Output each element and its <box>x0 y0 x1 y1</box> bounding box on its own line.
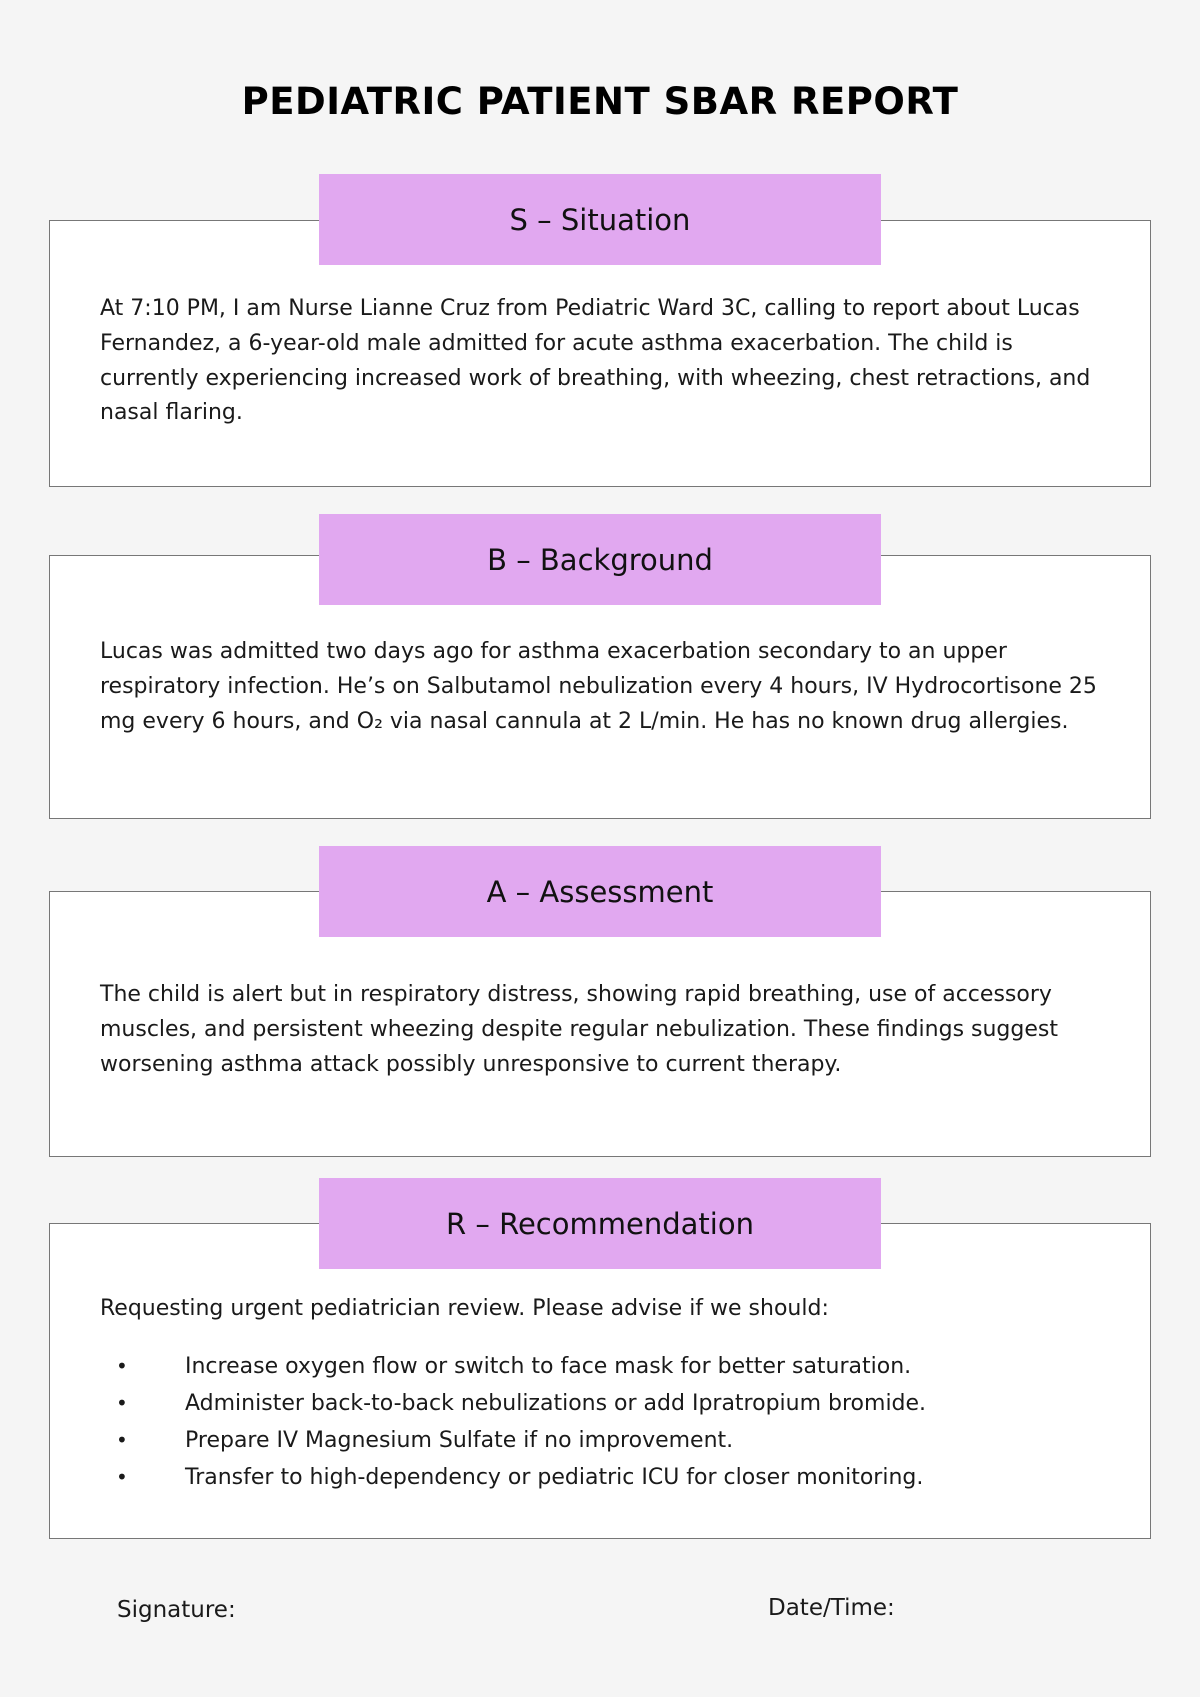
list-item-text: Increase oxygen flow or switch to face mask for better saturation. <box>185 1354 912 1379</box>
list-item-text: Transfer to high-dependency or pediatric ICU for closer monitoring. <box>185 1465 924 1490</box>
bullet-icon: • <box>116 1465 128 1489</box>
list-item <box>100 1422 1100 1459</box>
assessment-text: The child is alert but in respiratory distress, showing rapid breathing, use of accessory muscles, and persistent wheezing despite regular nebulization. These findings suggest worsening asthma attack possibly unresponsive to current therapy. <box>100 982 1058 1077</box>
recommendation-intro: Requesting urgent pediatrician review. Please advise if we should: <box>100 1296 829 1321</box>
page-title: PEDIATRIC PATIENT SBAR REPORT <box>241 80 959 123</box>
list-item <box>100 1348 1100 1385</box>
assessment-heading: A – Assessment <box>319 846 881 937</box>
list-item-text: Prepare IV Magnesium Sulfate if no improvement. <box>185 1428 734 1453</box>
datetime-label: Date/Time: <box>768 1595 895 1621</box>
bullet-icon: • <box>116 1391 128 1415</box>
background-heading: B – Background <box>319 514 881 605</box>
background-text: Lucas was admitted two days ago for asthma exacerbation secondary to an upper respiratory infection. He’s on Salbutamol nebulization every 4 hours, IV Hydrocortisone 25 mg every 6 hours, and O₂ via nasal cannula at 2 L/min. He has no known drug allergies. <box>100 639 1097 734</box>
situation-heading: S – Situation <box>319 174 881 265</box>
situation-text: At 7:10 PM, I am Nurse Lianne Cruz from Pediatric Ward 3C, calling to report about Lucas Fernandez, a 6-year-old male admitted for acute asthma exacerbation. The child is currently experiencing increased work of breathing, with wheezing, chest retractions, and nasal flaring. <box>100 296 1091 426</box>
list-item <box>100 1459 1100 1496</box>
list-item <box>100 1385 1100 1422</box>
recommendation-list <box>100 1348 1100 1496</box>
bullet-icon: • <box>116 1354 128 1378</box>
recommendation-heading: R – Recommendation <box>319 1178 881 1269</box>
list-item-text: Administer back-to-back nebulizations or add Ipratropium bromide. <box>185 1391 927 1416</box>
signature-label: Signature: <box>117 1597 236 1623</box>
bullet-icon: • <box>116 1428 128 1452</box>
